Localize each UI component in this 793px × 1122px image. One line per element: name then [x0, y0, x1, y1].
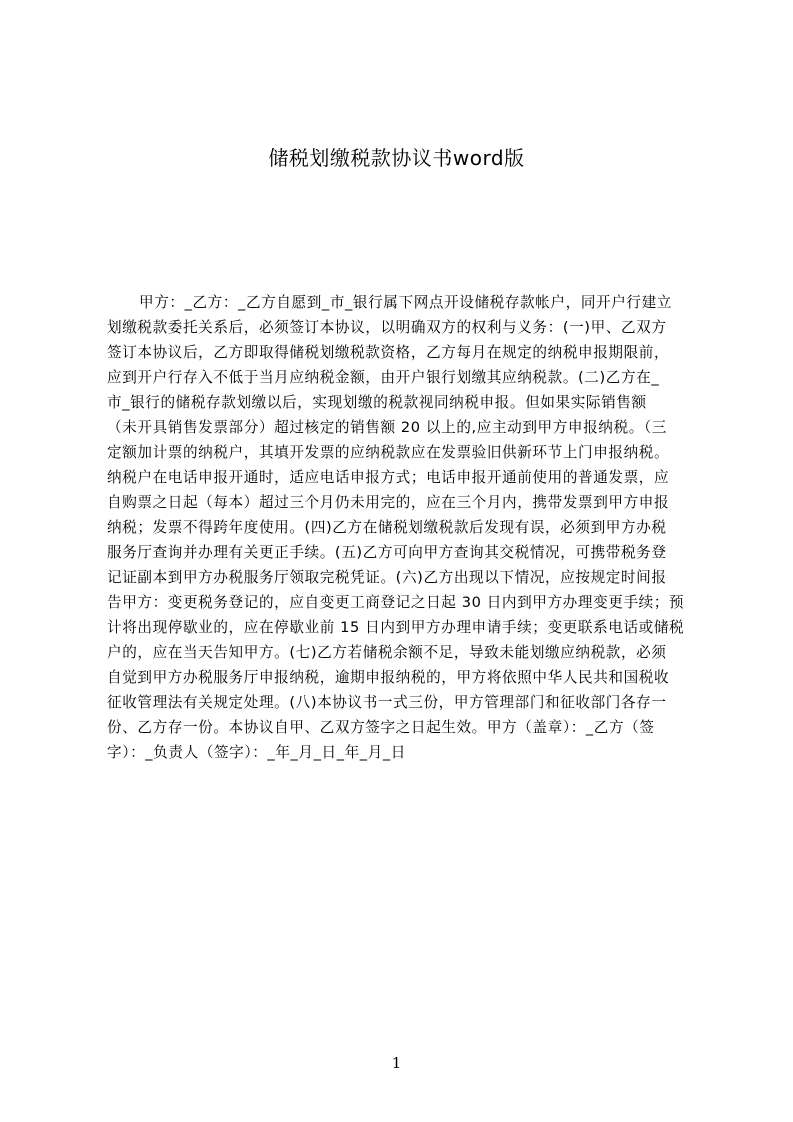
- body-line: 自购票之日起（每本）超过三个月仍未用完的，应在三个月内，携带发票到甲方申报: [107, 494, 670, 511]
- body-line: 自觉到甲方办税服务厅申报纳税，逾期申报纳税的，甲方将依照中华人民共和国税收: [107, 669, 670, 686]
- body-line: （未开具销售发票部分）超过核定的销售额 20 以上的,应主动到甲方申报纳税。（三: [107, 419, 667, 436]
- document-title: 储税划缴税款协议书word版: [268, 146, 525, 170]
- body-line: 甲方：_乙方：_乙方自愿到_市_银行属下网点开设储税存款帐户，同开户行建立: [139, 294, 672, 311]
- body-line: 字）：_负责人（签字）：_年_月_日_年_月_日: [107, 744, 406, 761]
- body-line: 计将出现停歇业的，应在停歇业前 15 日内到甲方办理申请手续；变更联系电话或储税: [107, 619, 685, 636]
- body-line: 记证副本到甲方办税服务厅领取完税凭证。(六)乙方出现以下情况，应按规定时间报: [107, 569, 667, 586]
- body-line: 户的，应在当天告知甲方。(七)乙方若储税余额不足，导致未能划缴应纳税款，必须: [107, 644, 667, 661]
- body-line: 服务厅查询并办理有关更正手续。(五)乙方可向甲方查询其交税情况，可携带税务登: [107, 544, 667, 561]
- body-line: 市_银行的储税存款划缴以后，实现划缴的税款视同纳税申报。但如果实际销售额: [107, 394, 647, 411]
- body-line: 应到开户行存入不低于当月应纳税金额，由开户银行划缴其应纳税款。(二)乙方在_: [107, 369, 660, 386]
- body-line: 定额加计票的纳税户，其填开发票的应纳税款应在发票验旧供新环节上门申报纳税。: [107, 444, 670, 461]
- body-line: 纳税户在电话申报开通时，适应电话申报方式；电话申报开通前使用的普通发票，应: [107, 469, 670, 486]
- agreement-body: [107, 290, 699, 765]
- body-line: 份、乙方存一份。本协议自甲、乙双方签字之日起生效。甲方（盖章）：_乙方（签: [107, 719, 655, 736]
- body-line: 纳税；发票不得跨年度使用。(四)乙方在储税划缴税款后发现有误，必须到甲方办税: [107, 519, 667, 536]
- body-line: 告甲方：变更税务登记的，应自变更工商登记之日起 30 日内到甲方办理变更手续；预: [107, 594, 685, 611]
- body-line: 划缴税款委托关系后，必须签订本协议，以明确双方的权利与义务：(一)甲、乙双方: [107, 319, 667, 336]
- body-line: 征收管理法有关规定处理。(八)本协议书一式三份，甲方管理部门和征收部门各存一: [107, 694, 667, 711]
- body-line: 签订本协议后，乙方即取得储税划缴税款资格，乙方每月在规定的纳税申报期限前，: [107, 344, 670, 361]
- page-number: 1: [391, 1054, 402, 1072]
